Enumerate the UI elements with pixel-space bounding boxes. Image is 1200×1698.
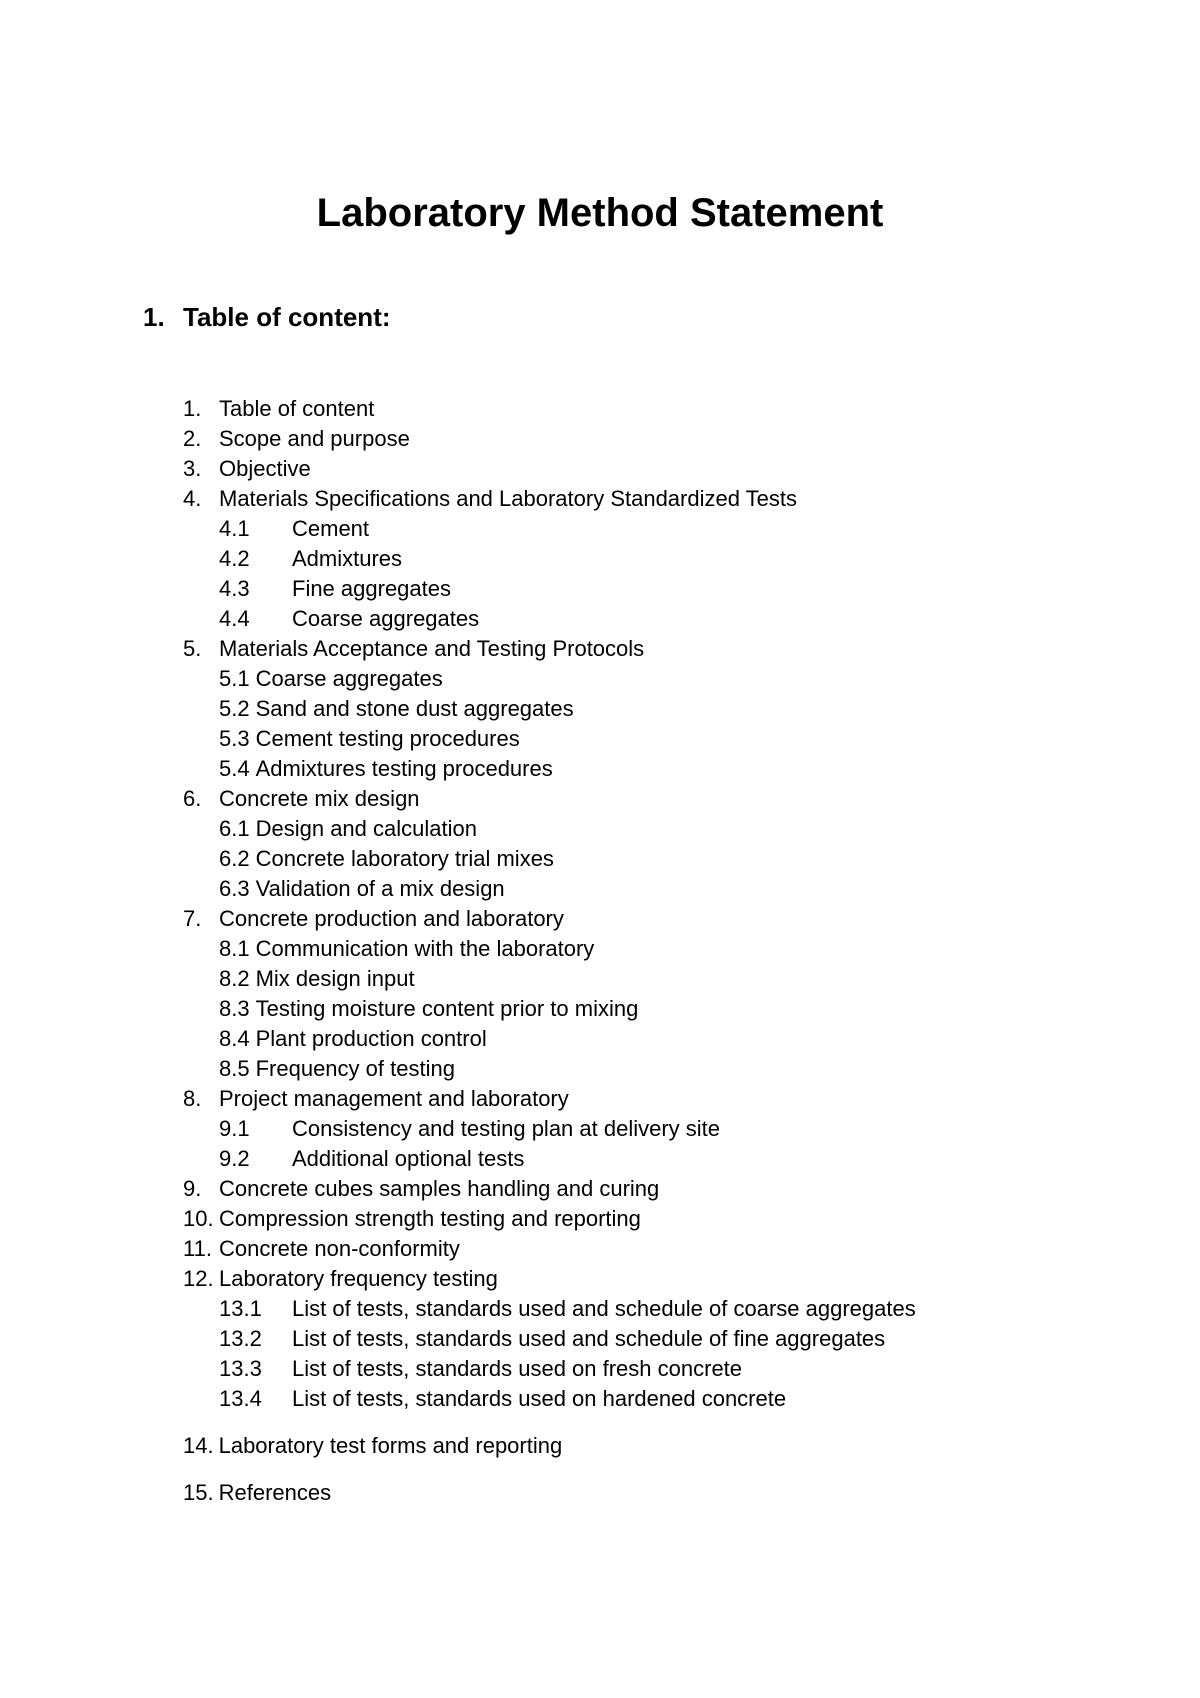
toc-item-label: List of tests, standards used and schedule of coarse aggregates	[292, 1296, 916, 1321]
toc-item-number: 8.3	[219, 996, 250, 1021]
toc-item-number: 13.1	[219, 1296, 262, 1321]
toc-item	[183, 1432, 562, 1460]
toc-item-number: 6.3	[219, 876, 250, 901]
toc-item-number: 4.4	[219, 606, 250, 631]
toc-item-label: Frequency of testing	[255, 1056, 455, 1081]
toc-item-number: 9.	[183, 1176, 202, 1201]
toc-item-number: 8.2	[219, 966, 250, 991]
toc-item-number: 7.	[183, 906, 202, 931]
toc-item	[183, 1085, 569, 1113]
toc-subitem	[219, 1355, 742, 1383]
toc-item	[183, 1479, 331, 1507]
toc-item-label: Laboratory test forms and reporting	[218, 1433, 563, 1458]
toc-item-number: 10.	[183, 1206, 214, 1231]
toc-item-number: 8.	[183, 1086, 202, 1111]
toc-item-label: Concrete laboratory trial mixes	[255, 846, 554, 871]
toc-item-label: Concrete non-conformity	[219, 1236, 460, 1261]
toc-subitem	[219, 1145, 524, 1173]
section-number: 1.	[143, 302, 165, 332]
toc-subitem	[219, 1325, 885, 1353]
toc-item	[183, 635, 644, 663]
toc-item-label: Cement testing procedures	[255, 726, 520, 751]
toc-item-label: Concrete production and laboratory	[219, 906, 564, 931]
toc-subitem	[219, 695, 574, 723]
toc-item-label: Project management and laboratory	[219, 1086, 569, 1111]
toc-item-label: Sand and stone dust aggregates	[255, 696, 574, 721]
toc-subitem	[219, 725, 520, 753]
toc-item-number: 8.5	[219, 1056, 250, 1081]
toc-subitem	[219, 575, 451, 603]
toc-subitem	[219, 845, 554, 873]
toc-item	[183, 425, 410, 453]
toc-item-number: 8.4	[219, 1026, 250, 1051]
toc-item-label: Design and calculation	[255, 816, 477, 841]
toc-item-label: Concrete mix design	[219, 786, 420, 811]
toc-item-number: 6.2	[219, 846, 250, 871]
toc-subitem	[219, 665, 443, 693]
toc-item	[183, 905, 564, 933]
toc-subitem	[219, 1115, 720, 1143]
toc-subitem	[219, 515, 369, 543]
toc-subitem	[219, 1055, 455, 1083]
toc-item-number: 6.1	[219, 816, 250, 841]
toc-item	[183, 485, 797, 513]
toc-item-number: 3.	[183, 456, 202, 481]
toc-item-label: Plant production control	[255, 1026, 487, 1051]
toc-item-label: Table of content	[219, 396, 375, 421]
toc-item-number: 13.4	[219, 1386, 262, 1411]
toc-item-number: 2.	[183, 426, 202, 451]
toc-subitem	[219, 545, 402, 573]
toc-item-number: 13.3	[219, 1356, 262, 1381]
toc-item-number: 11.	[183, 1236, 212, 1261]
toc-item	[183, 785, 420, 813]
toc-item	[183, 395, 374, 423]
toc-item-label: Materials Acceptance and Testing Protocols	[219, 636, 645, 661]
toc-item-number: 4.1	[219, 516, 250, 541]
toc-item-number: 6.	[183, 786, 202, 811]
toc-item-label: List of tests, standards used on hardened concrete	[292, 1386, 787, 1411]
toc-item-label: Coarse aggregates	[292, 606, 480, 631]
toc-item-label: Consistency and testing plan at delivery site	[292, 1116, 721, 1141]
toc-item-label: References	[218, 1480, 332, 1505]
toc-item	[183, 1205, 641, 1233]
toc-item-label: Objective	[219, 456, 311, 481]
toc-item-label: Compression strength testing and reporting	[219, 1206, 641, 1231]
toc-item-label: Coarse aggregates	[255, 666, 443, 691]
toc-subitem	[219, 995, 638, 1023]
toc-subitem	[219, 935, 594, 963]
toc-item-number: 5.2	[219, 696, 250, 721]
toc-item	[183, 455, 311, 483]
toc-subitem	[219, 1295, 916, 1323]
toc-item-label: Testing moisture content prior to mixing	[255, 996, 639, 1021]
toc-item-number: 15.	[183, 1480, 214, 1505]
toc-item-label: Admixtures testing procedures	[255, 756, 553, 781]
toc-item-number: 5.3	[219, 726, 250, 751]
toc-item-number: 8.1	[219, 936, 250, 961]
toc-item-label: Additional optional tests	[292, 1146, 525, 1171]
toc-item-number: 1.	[183, 396, 202, 421]
toc-item-number: 12.	[183, 1266, 214, 1291]
toc-item-number: 5.	[183, 636, 202, 661]
toc-item-label: Materials Specifications and Laboratory Standardized Tests	[219, 486, 798, 511]
document-title: Laboratory Method Statement	[316, 191, 884, 235]
toc-subitem	[219, 1025, 487, 1053]
toc-item-label: Fine aggregates	[292, 576, 451, 601]
toc-subitem	[219, 875, 505, 903]
toc-item-label: Validation of a mix design	[255, 876, 505, 901]
toc-item-label: Cement	[292, 516, 370, 541]
toc-subitem	[219, 755, 553, 783]
toc-item	[183, 1175, 659, 1203]
toc-item-label: List of tests, standards used and schedule of fine aggregates	[292, 1326, 886, 1351]
toc-item-label: Mix design input	[255, 966, 415, 991]
toc-item-label: List of tests, standards used on fresh concrete	[292, 1356, 743, 1381]
toc-item-number: 5.1	[219, 666, 250, 691]
toc-item-number: 13.2	[219, 1326, 262, 1351]
toc-item-number: 4.	[183, 486, 202, 511]
section-title: Table of content:	[183, 302, 391, 332]
toc-item-label: Communication with the laboratory	[255, 936, 595, 961]
toc-subitem	[219, 815, 477, 843]
toc-subitem	[219, 1385, 786, 1413]
toc-subitem	[219, 965, 415, 993]
toc-item-number: 4.3	[219, 576, 250, 601]
toc-item	[183, 1265, 498, 1293]
toc-item-label: Scope and purpose	[219, 426, 410, 451]
toc-item	[183, 1235, 460, 1263]
toc-item-number: 14.	[183, 1433, 214, 1458]
toc-item-number: 5.4	[219, 756, 250, 781]
toc-item-label: Laboratory frequency testing	[219, 1266, 498, 1291]
toc-subitem	[219, 605, 479, 633]
toc-item-number: 9.2	[219, 1146, 250, 1171]
toc-item-number: 9.1	[219, 1116, 250, 1141]
toc-item-label: Admixtures	[292, 546, 403, 571]
toc-item-label: Concrete cubes samples handling and curing	[219, 1176, 660, 1201]
toc-item-number: 4.2	[219, 546, 250, 571]
